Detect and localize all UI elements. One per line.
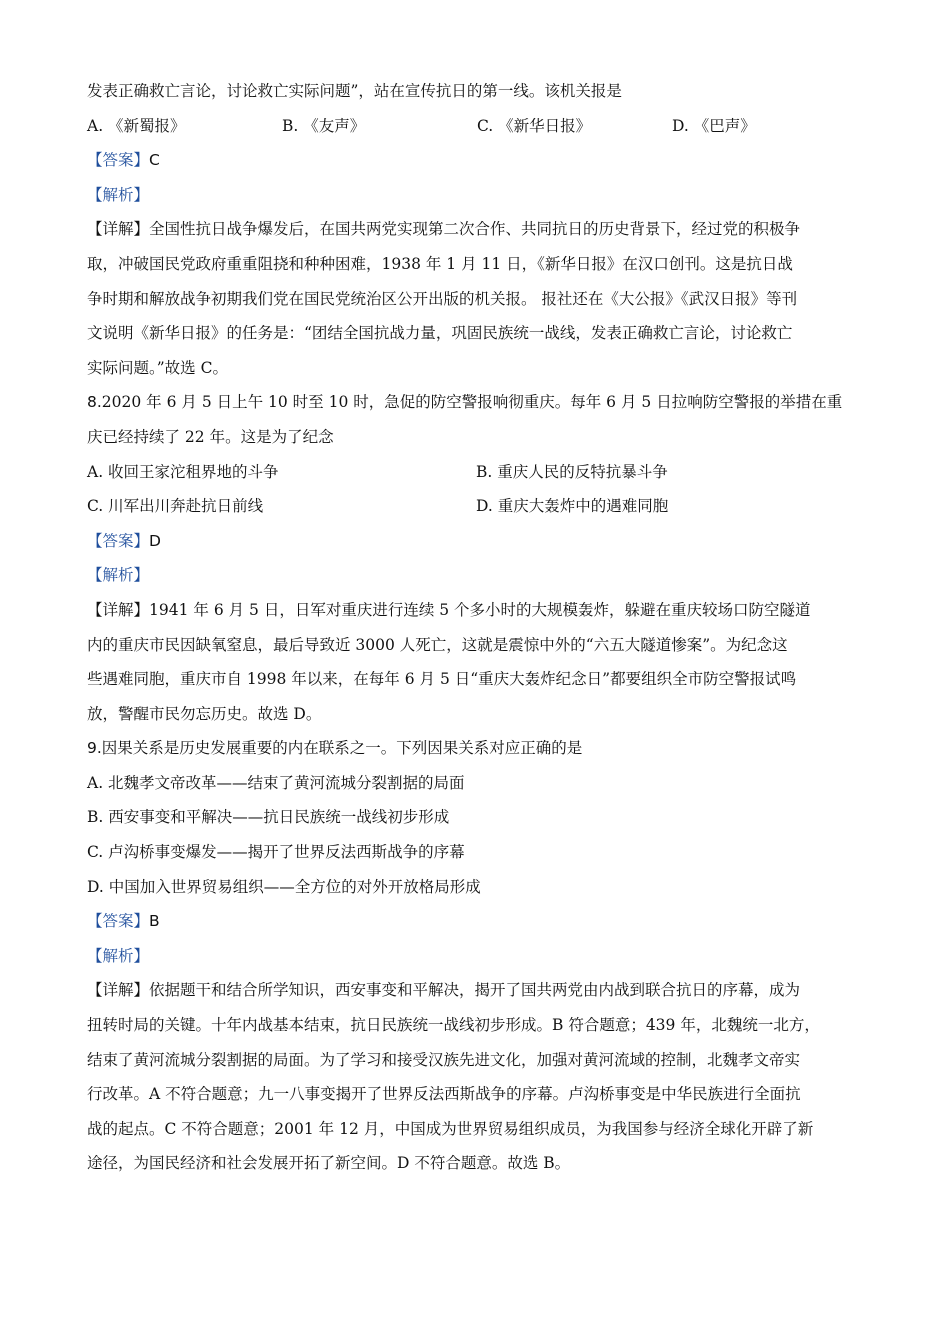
q7-detail	[87, 212, 877, 385]
q8-analysis-heading	[87, 558, 877, 593]
q8-detail	[87, 593, 877, 731]
detail-line: 内的重庆市民因缺氧窒息，最后导致近 3000 人死亡，这就是震惊中外的“六五大隧道惨案”。为纪念这	[87, 635, 788, 654]
q8-options-row	[87, 455, 877, 490]
detail-line: 文说明《新华日报》的任务是：“团结全国抗战力量，巩固民族统一战线，发表正确救亡言论，讨论救亡	[87, 324, 793, 343]
detail-line: 战的起点。C 不符合题意；2001 年 12 月，中国成为世界贸易组织成员，为我国参与经济全球化开辟了新	[87, 1119, 814, 1138]
detail-line	[87, 593, 877, 628]
q8-option-c: C. 川军出川奔赴抗日前线	[87, 497, 264, 516]
answer-value: D	[149, 531, 161, 550]
analysis-tag: 【解析】	[87, 566, 150, 585]
q9-option-b: B. 西安事变和平解决——抗日民族统一战线初步形成	[87, 808, 450, 827]
detail-line: 实际问题。”故选 C。	[87, 358, 228, 377]
answer-value: C	[149, 151, 160, 170]
q8-option-a: A. 收回王家沱租界地的斗争	[87, 462, 279, 481]
detail-line: 争时期和解放战争初期我们党在国民党统治区公开出版的机关报。 报社还在《大公报》《武汉日报》等刊	[87, 289, 798, 308]
detail-text: 全国性抗日战争爆发后，在国共两党实现第二次合作、共同抗日的历史背景下，经过党的积极争	[149, 220, 801, 239]
q7-option-a: A. 《新蜀报》	[87, 116, 186, 135]
page-content	[87, 74, 877, 1181]
q7-stem-tail: 发表正确救亡言论，讨论救亡实际问题”，站在宣传抗日的第一线。该机关报是	[87, 82, 622, 100]
detail-line: 取，冲破国民党政府重重阻挠和种种困难，1938 年 1 月 11 日，《新华日报》在汉口创刊。这是抗日战	[87, 254, 793, 273]
q9-analysis-heading	[87, 939, 877, 974]
stem-text: 2020 年 6 月 5 日上午 10 时至 10 时，急促的防空警报响彻重庆。每年 6 月 5 日拉响防空警报的举措在重	[101, 393, 843, 412]
detail-line: 行改革。A 不符合题意；九一八事变揭开了世界反法西斯战争的序幕。卢沟桥事变是中华民族进行全面抗	[87, 1085, 801, 1104]
detail-text: 1941 年 6 月 5 日，日军对重庆进行连续 5 个多小时的大规模轰炸，躲避在重庆较场口防空隧道	[149, 600, 811, 619]
detail-tag: 【详解】	[87, 220, 150, 239]
detail-line: 途径，为国民经济和社会发展开拓了新空间。D 不符合题意。故选 B。	[87, 1154, 571, 1173]
detail-line: 些遇难同胞，重庆市自 1998 年以来，在每年 6 月 5 日“重庆大轰炸纪念日”都要组织全市防空警报试鸣	[87, 670, 797, 689]
q7-option-b: B. 《友声》	[282, 116, 366, 135]
q8-options-row	[87, 489, 877, 524]
q9-option-c: C. 卢沟桥事变爆发——揭开了世界反法西斯战争的序幕	[87, 843, 465, 862]
q9-option-a: A. 北魏孝文帝改革——结束了黄河流城分裂割据的局面	[87, 773, 465, 792]
q8-answer	[87, 524, 877, 559]
detail-line	[87, 212, 877, 247]
question-number: 8.	[87, 393, 102, 412]
q9-stem	[87, 731, 877, 766]
q9-detail	[87, 973, 877, 1181]
detail-tag: 【详解】	[87, 981, 150, 1000]
answer-tag: 【答案】	[87, 912, 150, 931]
detail-line: 扭转时局的关键。十年内战基本结束，抗日民族统一战线初步形成。B 符合题意；439 年，北魏统一北方，	[87, 1016, 820, 1035]
q7-option-d: D. 《巴声》	[672, 116, 756, 135]
detail-line: 放，警醒市民勿忘历史。故选 D。	[87, 704, 322, 723]
detail-line	[87, 973, 877, 1008]
q8-stem-line	[87, 385, 877, 420]
analysis-tag: 【解析】	[87, 946, 150, 965]
q9-answer	[87, 904, 877, 939]
q8-stem-line: 庆已经持续了 22 年。这是为了纪念	[87, 427, 334, 446]
answer-tag: 【答案】	[87, 531, 150, 550]
detail-text: 依据题干和结合所学知识，西安事变和平解决，揭开了国共两党由内战到联合抗日的序幕，成为	[149, 981, 801, 1000]
stem-text: 因果关系是历史发展重要的内在联系之一。下列因果关系对应正确的是	[101, 739, 583, 758]
analysis-tag: 【解析】	[87, 185, 150, 204]
detail-line: 结束了黄河流城分裂割据的局面。为了学习和接受汉族先进文化，加强对黄河流域的控制，北魏孝文帝实	[87, 1050, 801, 1069]
q9-option-d: D. 中国加入世界贸易组织——全方位的对外开放格局形成	[87, 877, 481, 896]
q7-analysis-heading	[87, 178, 877, 213]
q8-option-b: B. 重庆人民的反特抗暴斗争	[476, 462, 668, 481]
q7-answer	[87, 143, 877, 178]
detail-tag: 【详解】	[87, 600, 150, 619]
q7-option-c: C. 《新华日报》	[477, 116, 592, 135]
q8-option-d: D. 重庆大轰炸中的遇难同胞	[476, 497, 669, 516]
question-number: 9.	[87, 739, 102, 758]
q7-options	[87, 109, 877, 144]
answer-tag: 【答案】	[87, 151, 150, 170]
answer-value: B	[149, 912, 160, 931]
